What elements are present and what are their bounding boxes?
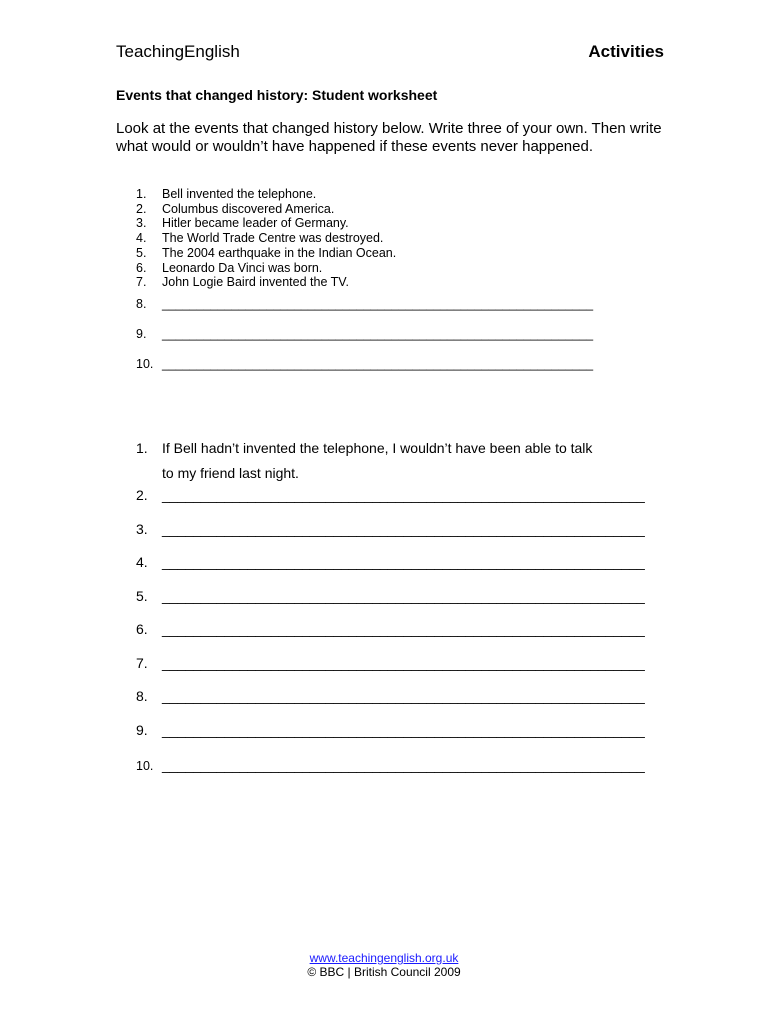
item-number: 10. <box>136 759 154 773</box>
write-in-line: ______________________________________________________________ <box>162 588 645 604</box>
list-item <box>136 187 656 202</box>
item-number: 8. <box>136 688 148 704</box>
item-number: 5. <box>136 245 147 260</box>
worksheet-title: Events that changed history: Student worksheet <box>116 87 438 103</box>
write-in-line: ______________________________________________________________ <box>162 487 645 503</box>
write-in-line: ______________________________________________________________ <box>162 554 645 570</box>
event-text: Columbus discovered America. <box>162 201 335 216</box>
event-text: The World Trade Centre was destroyed. <box>162 231 384 246</box>
copyright-text: © BBC | British Council 2009 <box>307 965 461 979</box>
event-text: Leonardo Da Vinci was born. <box>162 260 323 275</box>
item-number: 6. <box>136 621 148 637</box>
item-number: 2. <box>136 201 147 216</box>
list-item <box>136 246 656 261</box>
blank-line-row <box>136 688 666 704</box>
list-item <box>136 275 656 290</box>
blank-line-row <box>136 588 666 604</box>
item-number: 10. <box>136 357 154 371</box>
blank-line-row <box>136 722 666 738</box>
item-number: 8. <box>136 297 147 311</box>
events-list <box>136 187 656 290</box>
item-number: 2. <box>136 487 148 503</box>
write-in-line: ______________________________________________________________ <box>162 357 594 371</box>
blank-line-row <box>136 487 666 503</box>
blank-line-row <box>136 521 666 537</box>
blank-line-row <box>136 621 666 637</box>
write-in-line: ______________________________________________________________ <box>162 327 594 341</box>
event-text: Bell invented the telephone. <box>162 187 317 201</box>
item-number: 7. <box>136 275 147 290</box>
blank-line-row <box>136 554 666 570</box>
event-text: Hitler became leader of Germany. <box>162 216 349 231</box>
blank-line-row <box>136 297 656 311</box>
write-in-line: ______________________________________________________________ <box>162 655 645 671</box>
page-header <box>116 42 664 66</box>
blank-line-row <box>136 327 656 341</box>
blank-line-row <box>136 357 656 371</box>
write-in-line: ______________________________________________________________ <box>162 621 645 637</box>
website-link[interactable]: www.teachingenglish.org.uk <box>309 951 459 965</box>
item-number: 1. <box>136 187 147 201</box>
list-item <box>136 231 656 246</box>
item-number: 4. <box>136 554 148 570</box>
write-in-line: ______________________________________________________________ <box>162 688 645 704</box>
write-in-line: ______________________________________________________________ <box>162 521 645 537</box>
item-number: 5. <box>136 588 148 604</box>
consequences-example <box>136 436 666 486</box>
item-number: 3. <box>136 521 148 537</box>
page-footer <box>0 951 768 979</box>
list-item <box>136 202 656 217</box>
write-in-line: ______________________________________________________________ <box>162 722 645 738</box>
list-item <box>136 216 656 231</box>
item-number: 9. <box>136 722 148 738</box>
section-label: Activities <box>588 42 664 61</box>
item-number: 4. <box>136 231 147 246</box>
blank-line-row <box>136 655 666 671</box>
list-item <box>136 261 656 276</box>
event-text: John Logie Baird invented the TV. <box>162 275 349 290</box>
blank-line-row <box>136 757 666 773</box>
item-number: 3. <box>136 216 147 231</box>
event-text: The 2004 earthquake in the Indian Ocean. <box>162 245 397 260</box>
write-in-line: ______________________________________________________________ <box>162 757 645 773</box>
item-number: 9. <box>136 327 147 341</box>
item-number: 1. <box>136 440 148 456</box>
example-sentence-line-2: to my friend last night. <box>162 465 299 481</box>
write-in-line: ______________________________________________________________ <box>162 297 594 311</box>
example-sentence-line-1: If Bell hadn’t invented the telephone, I wouldn’t have been able to talk <box>162 440 593 456</box>
item-number: 6. <box>136 260 147 275</box>
instructions-text: Look at the events that changed history below. Write three of your own. Then write what would or wouldn’t have happened if these events never happened. <box>116 120 662 155</box>
brand-name: TeachingEnglish <box>116 42 240 61</box>
item-number: 7. <box>136 655 148 671</box>
